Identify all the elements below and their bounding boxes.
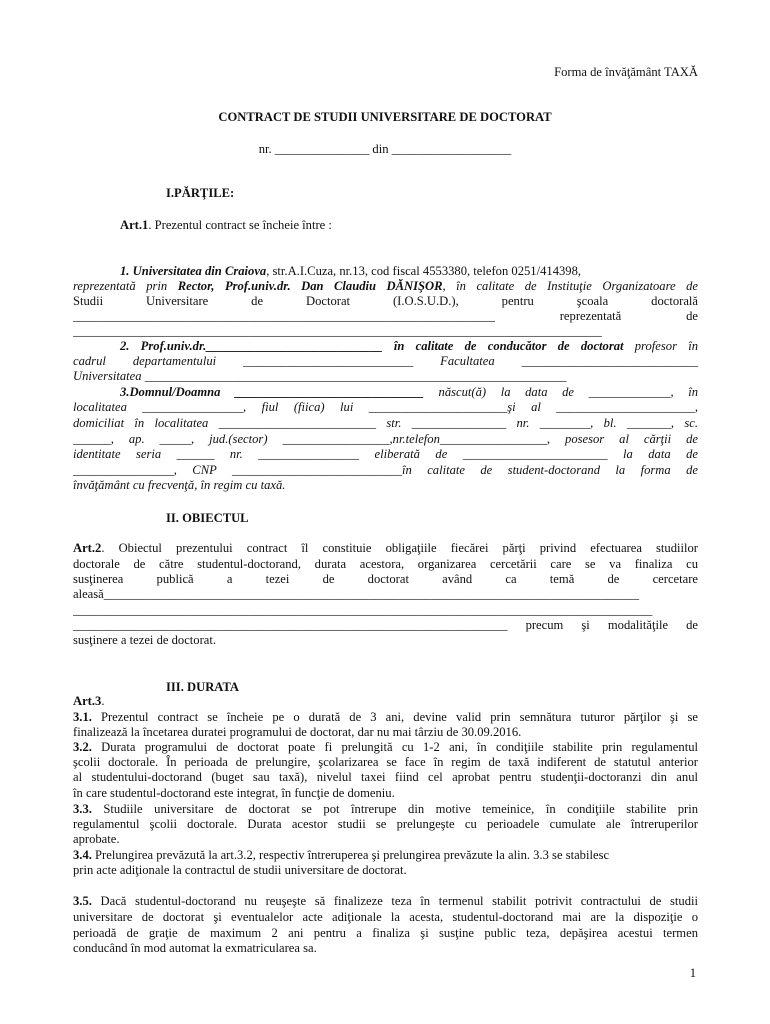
clause-3-2-line2: şcolii doctorale. În perioada de prelungire, şcolarizarea se face în regim de taxă indiferent de statutul anterior [73, 755, 698, 769]
party3-line6: ________________, CNP ___________________________în calitate de student-doctorand la forma de [73, 463, 698, 477]
art2-line1 [73, 541, 698, 556]
party3-line1 [120, 385, 698, 400]
clause-3-5-line3: perioadă de graţie de maximum 2 ani pentru a finaliza şi susţine public teza, depăşirea acestui termen [73, 926, 698, 940]
party2-capacity: ____________________________ în calitate de conducător de doctorat [206, 339, 624, 353]
party3-line5: identitate seria ______ nr. ________________ eliberată de _______________________ la data de [73, 447, 698, 461]
clause-3-5-line1 [73, 894, 698, 909]
page-number: 1 [689, 966, 696, 980]
clause-3-5-text: Dacă studentul-doctorand nu reuşeşte să finalizeze teza în termenul stabilit potrivit contractului de studii [91, 894, 698, 908]
party2-line2: cadrul departamentului ___________________________ Facultatea ____________________________ [73, 354, 698, 368]
clause-3-3-line1 [73, 802, 698, 817]
art1-label: Art.1 [120, 218, 149, 232]
party2-title: 2. Prof.univ.dr. [120, 339, 207, 353]
art2-line4: aleasă_____________________________________________________________________________________ [73, 587, 639, 601]
party3-line4: ______, ap. _____, jud.(sector) _________________,nr.telefon_________________, posesor al cărţii de [73, 432, 698, 446]
art3-label: Art.3 [73, 694, 102, 708]
art2-line3: susţinerea publică a tezei de doctorat având ca temă de cercetare [73, 572, 698, 586]
art1-text: . Prezentul contract se încheie între : [148, 218, 332, 232]
clause-3-1-label: 3.1. [73, 710, 92, 724]
party3-birth: născut(ă) la data de _____________, în [423, 385, 698, 399]
art2-line6: _____________________________________________________________________ precum şi modalităţile de [73, 618, 698, 632]
contract-number-line: nr. _______________ din ___________________ [258, 142, 512, 156]
art2-line2: doctorale de către studentul-doctorand, durata acestora, organizarea cercetării care se va finaliza cu [73, 557, 698, 571]
clause-3-2-line1 [73, 740, 698, 755]
section-1-heading: I.PĂRŢILE: [166, 186, 235, 200]
section-2-heading: II. OBIECTUL [166, 511, 249, 525]
art1 [120, 218, 332, 233]
clause-3-3-line2: regulamentul şcolii doctorale. Durata acestor studii se prelungeşte cu perioadele cumulate ale întreruperilor [73, 817, 698, 831]
party2-line3: Universitatea ___________________________________________________________________ [73, 369, 567, 383]
clause-3-3-line3: aprobate. [73, 832, 120, 846]
clause-3-3-label: 3.3. [73, 802, 92, 816]
party2-line1 [120, 339, 698, 354]
party1-rep-prefix: reprezentată prin [73, 279, 178, 293]
clause-3-4-text: Prelungirea prevăzută la art.3.2, respectiv întreruperea şi prelungirea prevăzute la alin. 3.3 se stabilesc [91, 848, 610, 862]
form-label: Forma de învăţământ TAXĂ [554, 65, 698, 79]
clause-3-2-text: Durata programului de doctorat poate fi prelungită cu 1-2 ani, în condiţiile stabilite prin regulamentul [91, 740, 698, 754]
party1-rector: Rector, Prof.univ.dr. Dan Claudiu DĂNIŞOR [177, 279, 443, 293]
clause-3-5-line2: universitare de doctorat şi eventualelor acte adiţionale la acesta, studentul-doctorand mai are la dispoziţie o [73, 910, 698, 924]
section-3-heading: III. DURATA [166, 680, 240, 694]
clause-3-2-label: 3.2. [73, 740, 92, 754]
party3-line3: domiciliat în localitatea _________________________ str. _______________ nr. ________, bl. _______, sc. [73, 416, 698, 430]
party3-name-blank: ______________________________ [235, 385, 424, 399]
party3-line7: învăţământ cu frecvenţă, în regim cu taxă. [73, 478, 286, 492]
party1-line4: ___________________________________________________________________ reprezentată de [73, 309, 698, 323]
clause-3-4-line2: prin acte adiţionale la contractul de studii universitare de doctorat. [73, 863, 407, 877]
clause-3-3-text: Studiile universitare de doctorat se pot întrerupe din motive temeinice, în condiţiile stabilite prin [91, 802, 698, 816]
clause-3-1-line2: finalizează la încetarea duratei programului de doctorat, dar nu mai târziu de 30.09.2016. [73, 725, 522, 739]
document-title: CONTRACT DE STUDII UNIVERSITARE DE DOCTORAT [218, 110, 552, 124]
party3-title: 3.Domnul/Doamna [120, 385, 236, 399]
clause-3-5-line4: conducând în mod automat la exmatricularea sa. [73, 941, 317, 955]
party1-line3: Studii Universitare de Doctorat (I.O.S.U.D.), pentru şcoala doctorală [73, 294, 698, 308]
art2-line5: ____________________________________________________________________________________________ [73, 603, 653, 617]
party3-line2: localitatea ________________, fiul (fiica) lui ______________________şi al ______________________, [73, 400, 698, 414]
art2-text: . Obiectul prezentului contract îl constituie obligaţiile fiecărei părţi privind efectuarea studiilor [101, 541, 698, 555]
art2-line7: susţinere a tezei de doctorat. [73, 633, 217, 647]
party1-line1 [120, 264, 698, 279]
clause-3-1-line1 [73, 710, 698, 725]
art2-label: Art.2 [73, 541, 102, 555]
party2-rank: profesor în [623, 339, 698, 353]
art3-dot: . [101, 694, 105, 708]
clause-3-1-text: Prezentul contract se încheie pe o durată de 3 ani, devine valid prin semnătura tuturor părţilor şi se [91, 710, 698, 724]
party1-name: 1. Universitatea din Craiova [120, 264, 267, 278]
clause-3-2-line3: al studentului-doctorand (buget sau taxă), nivelul taxei fiind cel aprobat pentru studenţii-doctoranzi din anul [73, 770, 698, 784]
party1-capacity: , în calitate de Instituţie Organizatoare de [442, 279, 698, 293]
clause-3-2-line4: în care studentul-doctorand este integrat, în funcţie de domeniu. [73, 786, 395, 800]
clause-3-4-line1 [73, 848, 698, 863]
party1-line5: ____________________________________________________________________________________ [73, 324, 602, 338]
clause-3-4-label: 3.4. [73, 848, 92, 862]
party1-address: , str.A.I.Cuza, nr.13, cod fiscal 4553380, telefon 0251/414398, [266, 264, 582, 278]
party1-line2 [73, 279, 698, 294]
clause-3-5-label: 3.5. [73, 894, 92, 908]
art3-heading [73, 694, 698, 709]
